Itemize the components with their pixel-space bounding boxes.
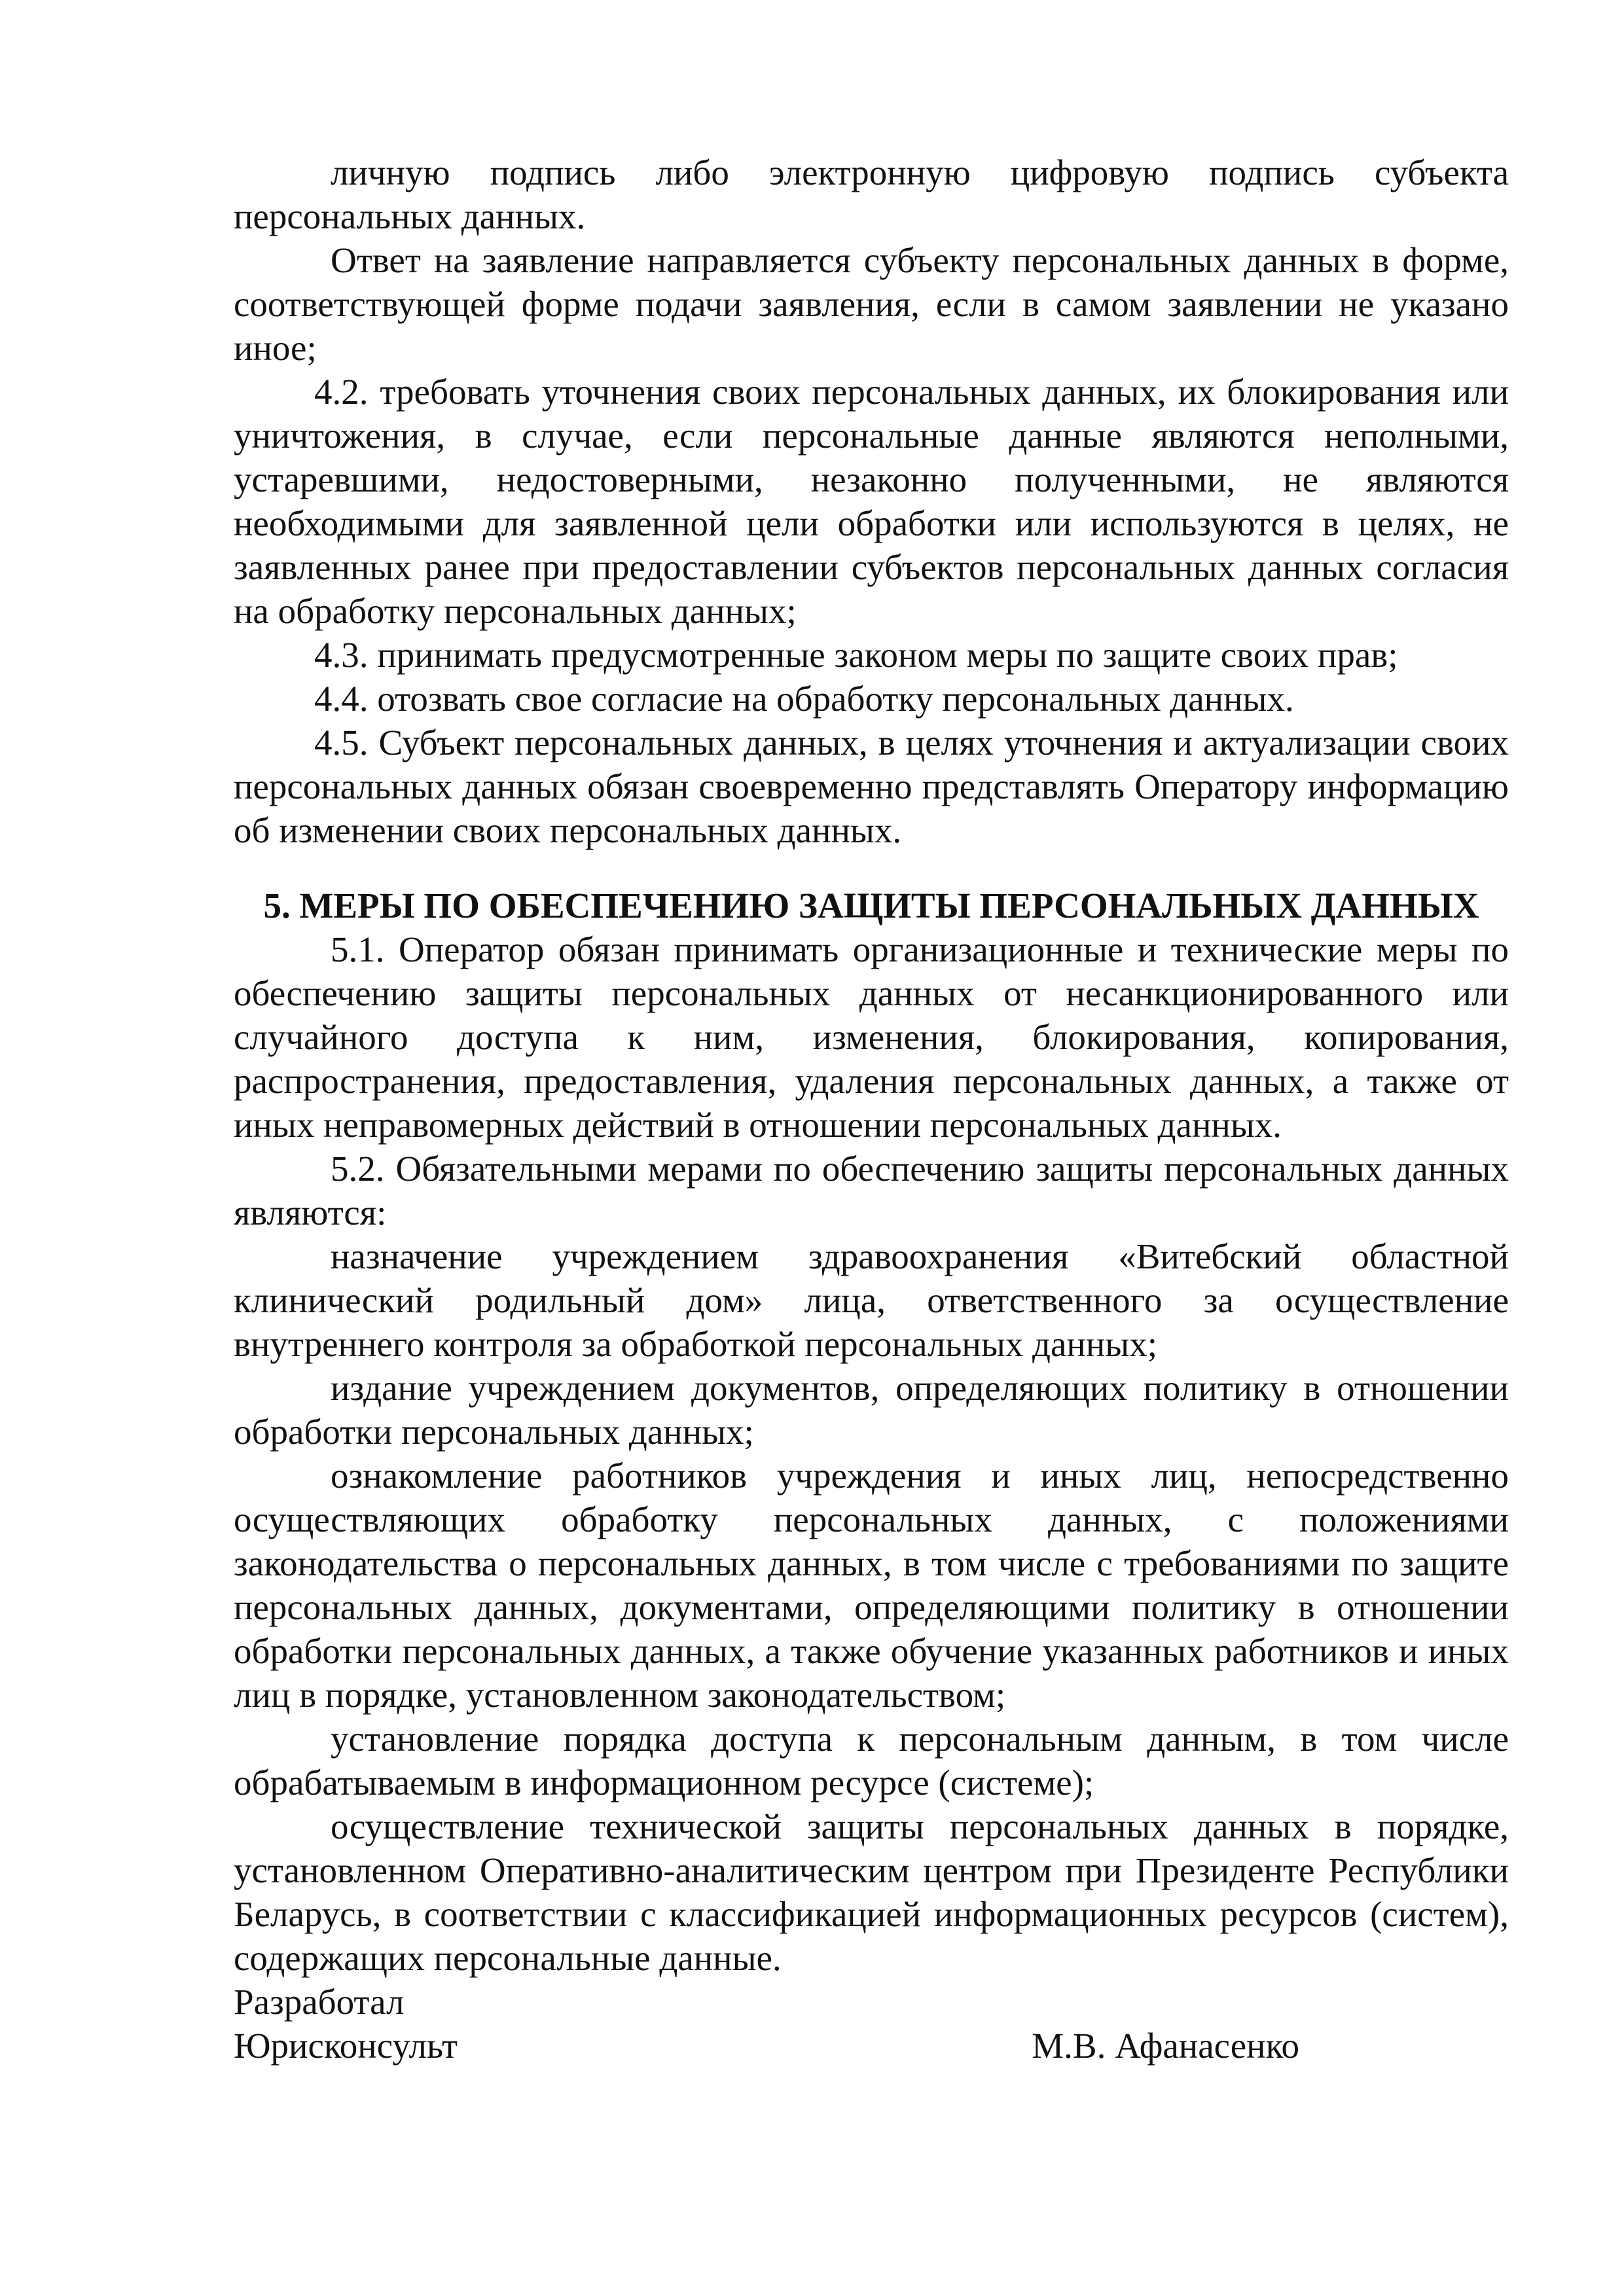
paragraph-4-5: 4.5. Субъект персональных данных, в целях уточнения и актуализации своих персональных данных обязан своевременно представлять Оператору информацию об изменении своих персональных данных. xyxy=(234,723,1509,850)
paragraph-technical-protection: осуществление технической защиты персональных данных в порядке, установленном Оперативно-аналитическим центром при Президенте Республики Беларусь, в соответствии с классификацией информационных ресурсов (систем), содержащих персональные данные. xyxy=(234,1806,1509,1978)
document-body xyxy=(234,151,1509,2068)
paragraph-4-3: 4.3. принимать предусмотренные законом меры по защите своих прав; xyxy=(314,635,1398,675)
paragraph-policy-documents: издание учреждением документов, определяющих политику в отношении обработки персональных данных; xyxy=(234,1368,1509,1452)
signature-block xyxy=(234,1980,1509,2068)
paragraph-5-2: 5.2. Обязательными мерами по обеспечению защиты персональных данных являются: xyxy=(234,1149,1509,1232)
paragraph-5-1: 5.1. Оператор обязан принимать организационные и технические меры по обеспечению защиты персональных данных от несанкционированного или случайного доступа к ним, изменения, блокирования, копирования, распространения, предоставления, удаления персональных данных, а также от иных неправомерных действий в отношении персональных данных. xyxy=(234,929,1509,1145)
signer-name: М.В. Афанасенко xyxy=(1032,2026,1299,2066)
signature-row xyxy=(234,2024,1299,2068)
paragraph-4-4: 4.4. отозвать свое согласие на обработку персональных данных. xyxy=(314,679,1294,719)
developed-label: Разработал xyxy=(234,1982,405,2022)
signer-position: Юрисконсульт xyxy=(234,2026,458,2066)
paragraph-signature-requirement: личную подпись либо электронную цифровую подпись субъекта персональных данных. xyxy=(234,152,1509,236)
paragraph-4-2: 4.2. требовать уточнения своих персональных данных, их блокирования или уничтожения, в случае, если персональные данные являются неполными, устаревшими, недостоверными, незаконно полученными, не являются необходимыми для заявленной цели обработки или используются в целях, не заявленных ранее при предоставлении субъектов персональных данных согласия на обработку персональных данных; xyxy=(234,372,1509,631)
paragraph-response-form: Ответ на заявление направляется субъекту персональных данных в форме, соответствующей форме подачи заявления, если в самом заявлении не указано иное; xyxy=(234,240,1509,368)
paragraph-staff-familiarization: ознакомление работников учреждения и иных лиц, непосредственно осуществляющих обработку персональных данных, с положениями законодательства о персональных данных, в том числе с требованиями по защите персональных данных, документами, определяющими политику в отношении обработки персональных данных, а также обучение указанных работников и иных лиц в порядке, установленном законодательством; xyxy=(234,1456,1509,1715)
paragraph-appointment-responsible: назначение учреждением здравоохранения «Витебский областной клинический родильный дом» лица, ответственного за осуществление внутреннего контроля за обработкой персональных данных; xyxy=(234,1236,1509,1364)
paragraph-access-procedure: установление порядка доступа к персональным данным, в том числе обрабатываемым в информационном ресурсе (системе); xyxy=(234,1719,1509,1803)
section-5-heading: 5. МЕРЫ ПО ОБЕСПЕЧЕНИЮ ЗАЩИТЫ ПЕРСОНАЛЬНЫХ ДАННЫХ xyxy=(263,886,1479,925)
